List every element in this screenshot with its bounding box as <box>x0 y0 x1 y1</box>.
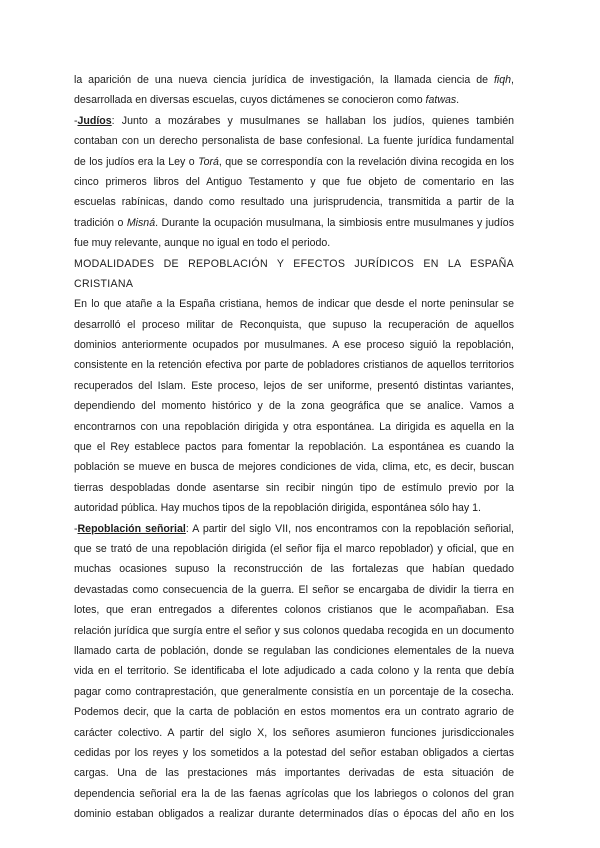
text-run: tradición o <box>74 216 127 229</box>
italic-term: fiqh <box>493 74 512 86</box>
text-line <box>74 539 514 559</box>
text-run: población se mueve en busca de mejores condiciones de vida, clima, etc, es decir, buscan <box>74 461 514 474</box>
text-line <box>74 702 514 722</box>
text-line <box>74 498 514 518</box>
text-run: - <box>74 522 78 535</box>
text-line <box>74 355 514 375</box>
text-run: pagar como contraprestación, que generalmente consistía en un porcentaje de la cosecha. <box>74 685 514 698</box>
text-run: fue muy relevante, aunque no igual en todo el periodo. <box>74 237 331 250</box>
text-run: que se trató de una repoblación dirigida (el señor fija el marco repoblador) y oficial, que en <box>74 542 514 555</box>
text-run: devastadas como consecuencia de la guerra. El señor se encargaba de dividir la tierra en <box>74 583 514 596</box>
text-line <box>74 315 514 335</box>
text-run: escuelas rabínicas, dando como resultado una jurisprudencia, transmitida a partir de la <box>74 196 514 209</box>
text-line <box>74 172 514 192</box>
text-line <box>74 437 514 457</box>
text-run: dominio estaban obligados a realizar durante determinados días o épocas del año en los <box>74 808 514 821</box>
text-line <box>74 335 514 355</box>
text-line <box>74 192 514 212</box>
text-line <box>74 417 514 437</box>
text-line <box>74 152 514 172</box>
text-run: , que se correspondía con la revelación divina recogida en los <box>218 155 514 168</box>
text-run: Podemos decir, que la carta de población en estos momentos era un contrato agrario de <box>74 706 514 719</box>
text-run: llamado carta de población, donde se regulaban las condiciones elementales de la nueva <box>74 644 514 657</box>
text-run: que el Rey establece pactos para fomentar la repoblación. La espontánea es cuando la <box>74 441 514 454</box>
text-run: . <box>456 94 460 107</box>
text-run: carácter colectivo. A partir del siglo X, los señores asumieron funciones jurisdiccionales <box>74 726 514 739</box>
text-line <box>74 621 514 641</box>
text-run: : Junto a mozárabes y musulmanes se hallaban los judíos, quienes también <box>111 114 514 127</box>
text-line <box>74 580 514 600</box>
text-line <box>74 376 514 396</box>
italic-term: Misná <box>126 216 156 229</box>
text-run: lotes, que eran entregados a diferentes colonos cristianos que le acompañaban. Esa <box>74 604 514 617</box>
text-line <box>74 600 514 620</box>
text-line <box>74 559 514 579</box>
text-line <box>74 682 514 702</box>
text-run: , <box>511 74 514 86</box>
text-run: la aparición de una nueva ciencia jurídica de investigación, la llamada ciencia de <box>74 74 494 86</box>
text-run: - <box>74 114 78 127</box>
subsection-title: Judíos <box>77 114 112 127</box>
text-line <box>74 519 514 539</box>
text-run: dependiendo del momento histórico y de la zona geográfica que se analice. Vamos a <box>74 400 514 413</box>
text-run: En lo que atañe a la España cristiana, hemos de indicar que desde el norte peninsular se <box>74 298 514 311</box>
text-run: desarrolló el proceso militar de Reconquista, que supuso la recuperación de aquellos <box>74 318 514 331</box>
text-run: consistente en la retención efectiva por parte de pobladores cristianos de aquellos territorios <box>74 359 514 372</box>
text-run: . Durante la ocupación musulmana, la simbiosis entre musulmanes y judíos <box>155 216 514 229</box>
text-line <box>74 763 514 783</box>
text-line <box>74 90 514 110</box>
text-line <box>74 233 514 253</box>
text-run: muchas ocasiones supuso la reconstrucción de las fortalezas que habían quedado <box>74 563 514 576</box>
text-run: contaban con un derecho personalista de base confesional. La fuente jurídica fundamental <box>74 135 514 148</box>
text-run: dominios anteriormente ocupados por musulmanes. A ese proceso siguió la repoblación, <box>74 339 514 352</box>
text-line <box>74 478 514 498</box>
text-line <box>74 213 514 233</box>
text-run: encontrarnos con una repoblación dirigida y otra espontánea. La dirigida es aquella en la <box>74 420 514 433</box>
text-line <box>74 396 514 416</box>
text-run: CRISTIANA <box>74 277 134 290</box>
text-run: relación jurídica que surgía entre el señor y sus colonos quedaba recogida en un documento <box>74 624 514 637</box>
text-run: vida en el territorio. Se identificaba el lote adjudicado a cada colono y la renta que debía <box>74 665 514 678</box>
text-run: cinco primeros libros del Antiguo Testamento y que fue objeto de comentario en las <box>74 175 514 188</box>
text-line <box>74 131 514 151</box>
text-line <box>74 641 514 661</box>
text-run: MODALIDADES DE REPOBLACIÓN Y EFECTOS JURÍDICOS EN LA ESPAÑA <box>74 257 514 270</box>
text-run: cedidas por los reyes y los sometidos a la potestad del señor estaban obligados a ciertas <box>74 746 514 759</box>
italic-term: fatwas <box>425 94 457 107</box>
text-line <box>74 661 514 681</box>
text-run: recuperados del Islam. Este proceso, lejos de ser uniforme, presentó distintas variantes, <box>74 379 514 392</box>
text-run: tierras despobladas donde asentarse sin recibir ningún tipo de estímulo previo por la <box>74 481 514 494</box>
text-line <box>74 804 514 824</box>
document-body <box>74 70 514 824</box>
text-run: autoridad pública. Hay muchos tipos de la repoblación dirigida, espontánea sólo hay 1. <box>74 502 481 515</box>
text-line <box>74 784 514 804</box>
section-heading-line <box>74 254 514 274</box>
text-run: de los judíos era la Ley o <box>74 155 199 168</box>
italic-term: Torá <box>198 155 219 168</box>
text-run: desarrollada en diversas escuelas, cuyos dictámenes se conocieron como <box>74 94 426 107</box>
section-heading-line <box>74 274 514 294</box>
text-run: dependencia señorial era la de las faenas agrícolas que los labriegos o colonos del gran <box>74 787 514 800</box>
text-line <box>74 743 514 763</box>
text-run: cargas. Una de las prestaciones más importantes derivadas de esta situación de <box>74 767 514 780</box>
text-line <box>74 294 514 314</box>
text-run: : A partir del siglo VII, nos encontramos con la repoblación señorial, <box>185 522 514 535</box>
text-line <box>74 457 514 477</box>
subsection-title: Repoblación señorial <box>77 522 186 535</box>
text-line <box>74 111 514 131</box>
text-line <box>74 70 514 90</box>
text-line <box>74 723 514 743</box>
